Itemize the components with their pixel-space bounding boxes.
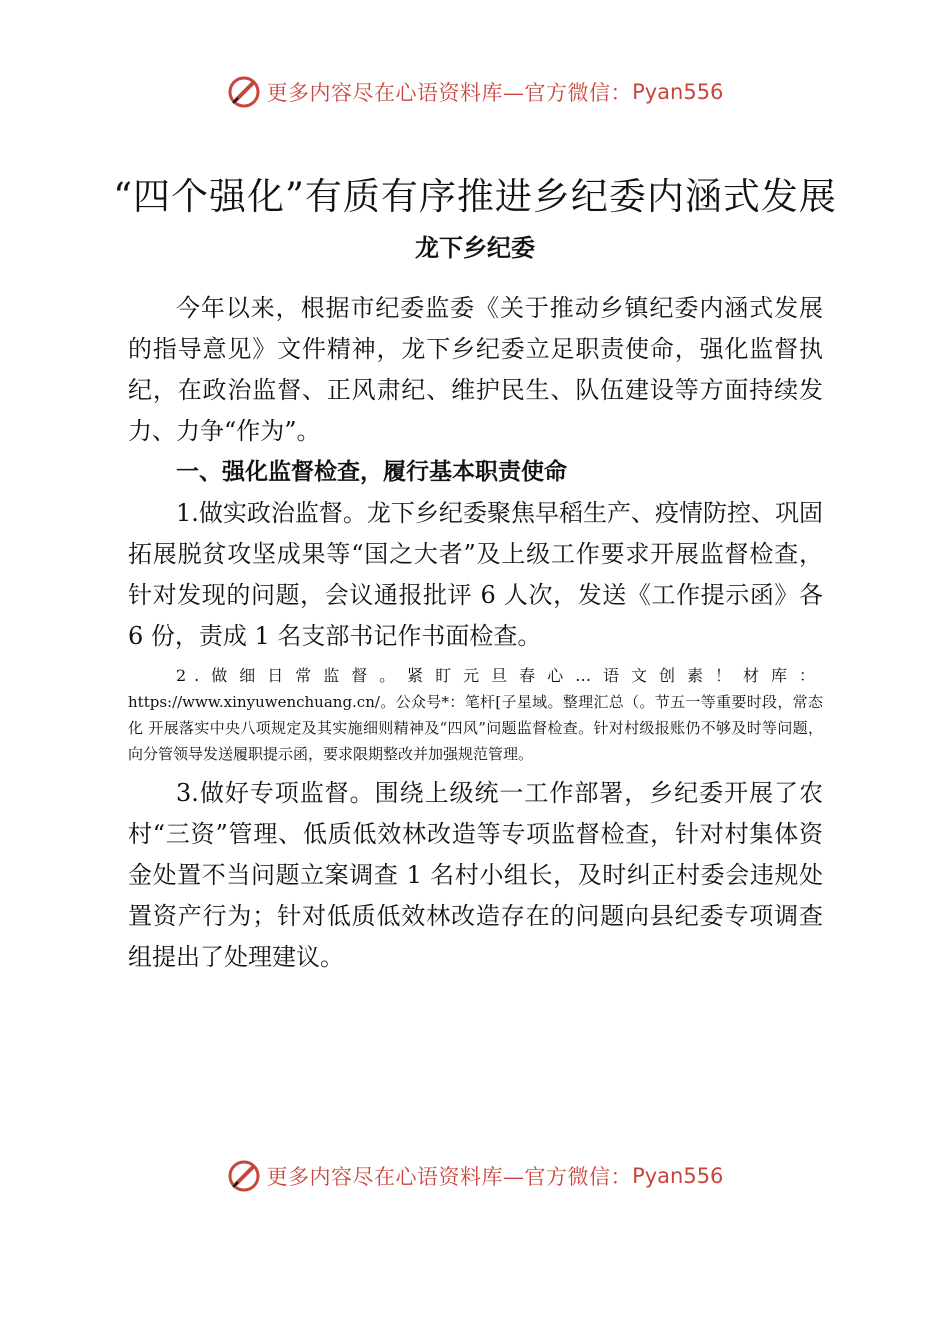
section-heading: 一、强化监督检查，履行基本职责使命 [176,459,567,485]
intro-paragraph: 今年以来，根据市纪委监委《关于推动乡镇纪委内涵式发展的指导意见》文件精神，龙下乡纪委立足职责使命，强化监督执纪，在政治监督、正风肃纪、维护民生、队伍建设等方面持续发力、力争“作为”。 [128,294,823,445]
pen-logo-icon [227,1159,261,1193]
page-subtitle: 龙下乡纪委 [415,234,535,262]
banner-text: 更多内容尽在心语资料库—官方微信： [266,81,633,105]
item-2-lead: 2.做细日常监督。紧盯元旦春心…语文创素！材库： [176,666,823,685]
pen-logo-icon [227,75,261,109]
footer-banner-text: 更多内容尽在心语资料库—官方微信： [266,1165,633,1189]
footer-wechat-id: Pyan556 [632,1164,724,1188]
item-1-paragraph: 1.做实政治监督。龙下乡纪委聚焦早稻生产、疫情防控、巩固拓展脱贫攻坚成果等“国之大者”及上级工作要求开展监督检查，针对发现的问题，会议通报批评 6 人次，发送《工作提示函》各 6 份，责成 1 名支部书记作书面检查。 [128,499,823,650]
document-body [128,288,823,978]
header-banner [0,70,950,114]
footer-banner [0,1154,950,1198]
item-2-rest: https://www.xinyuwenchuang.cn/。公众号*：笔杆[子星域。整理汇总（。节五一等重要时段，常态化 开展落实中央八项规定及其实施细则精神及“四风”问题监督检查。针对村级报账仍不够及时等问题，向分管领导发送履职提示函，要求限期整改并加强规范管理。 [128,693,823,763]
item-3-paragraph: 3.做好专项监督。围绕上级统一工作部署，乡纪委开展了农村“三资”管理、低质低效林改造等专项监督检查，针对村集体资金处置不当问题立案调查 1 名村小组长，及时纠正村委会违规处置资产行为；针对低质低效林改造存在的问题向县纪委专项调查组提出了处理建议。 [128,779,823,971]
item-2-paragraph [128,663,823,767]
page-title: “四个强化”有质有序推进乡纪委内涵式发展 [113,175,837,218]
banner-wechat-id: Pyan556 [632,80,724,104]
